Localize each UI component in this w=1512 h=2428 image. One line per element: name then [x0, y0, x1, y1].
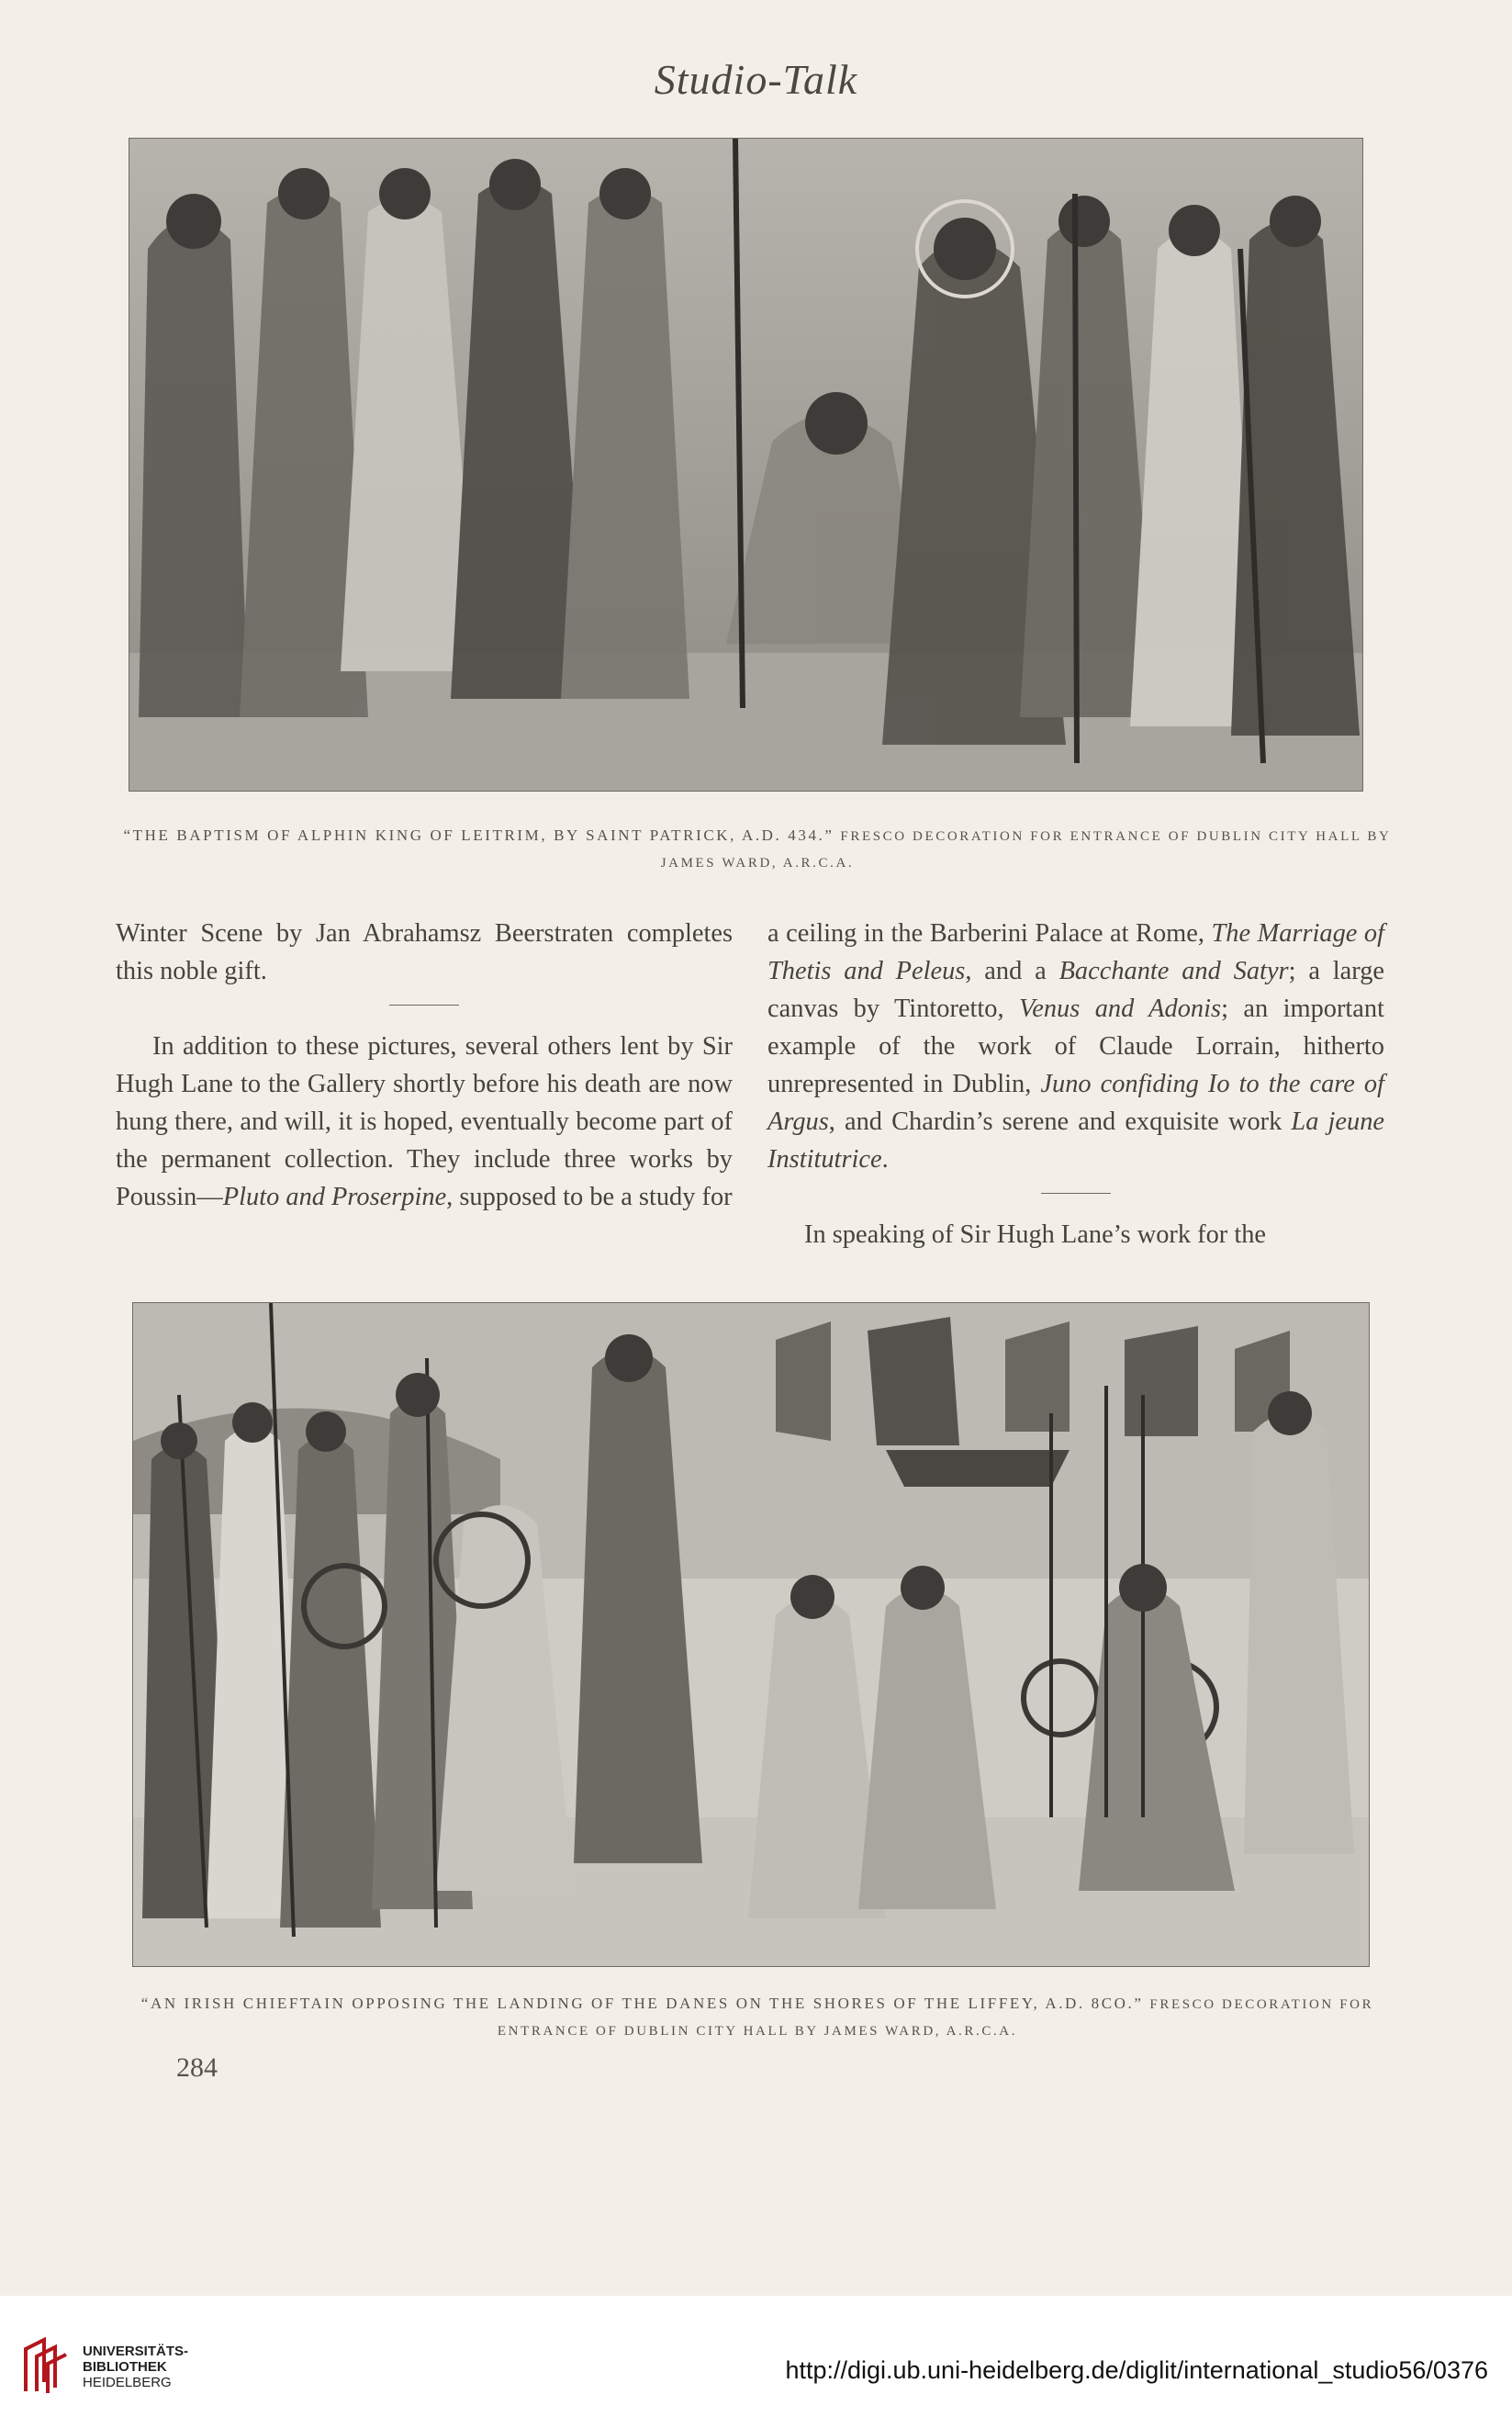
paragraph-text: .	[881, 1145, 889, 1174]
fresco-image-baptism	[129, 138, 1363, 792]
artwork-title: Venus and Adonis	[1019, 995, 1222, 1023]
library-logo-icon	[18, 2336, 70, 2395]
caption-credit: FRESCO DECORATION FOR ENTRANCE OF DUBLIN CITY HALL BY JAMES WARD, A.R.C.A.	[660, 829, 1392, 871]
paragraph-text: , and Chardin’s serene and exquisite work	[828, 1107, 1292, 1136]
paragraph-text: , supposed to be a study for	[446, 1183, 733, 1211]
page-number: 284	[176, 2052, 218, 2083]
artwork-title: La jeune Institutrice	[767, 1107, 1384, 1174]
paragraph-text: , and a	[965, 957, 1059, 985]
figure-caption-bottom	[119, 1991, 1395, 2044]
library-footer	[0, 2296, 1512, 2428]
paragraph-text: ; an important example of the work of Claude Lorrain, hitherto unrepresented in Dublin,	[767, 995, 1384, 1098]
fresco-image-danes	[132, 1302, 1370, 1967]
page-title: Studio-Talk	[654, 56, 858, 103]
caption-title: “AN IRISH CHIEFTAIN OPPOSING THE LANDING OF THE DANES ON THE SHORES OF THE LIFFEY, A.D. 8CO.”	[140, 1995, 1144, 2012]
section-divider	[1041, 1193, 1111, 1194]
artwork-title: The Marriage of Thetis and Peleus	[767, 919, 1384, 985]
artwork-title: Pluto and Proserpine	[222, 1183, 447, 1211]
fresco-illustration	[133, 1303, 1369, 1966]
library-name	[83, 2344, 188, 2390]
text-column-right	[767, 915, 1384, 1253]
library-name-line: BIBLIOTHEK	[83, 2359, 167, 2375]
section-divider	[389, 1005, 459, 1006]
paragraph: In speaking of Sir Hugh Lane’s work for the	[804, 1220, 1267, 1249]
caption-title: “THE BAPTISM OF ALPHIN KING OF LEITRIM, BY SAINT PATRICK, A.D. 434.”	[123, 826, 834, 844]
text-column-left	[116, 915, 733, 1216]
figure-caption-top	[119, 823, 1395, 876]
source-url-link[interactable]: http://digi.ub.uni-heidelberg.de/diglit/international_studio56/0376	[785, 2356, 1488, 2384]
caption-credit: FRESCO DECORATION FOR ENTRANCE OF DUBLIN CITY HALL BY JAMES WARD, A.R.C.A.	[497, 1997, 1374, 2039]
paragraph-text: In addition to these pictures, several others lent by Sir Hugh Lane to the Gallery shortly before his death are now hung there, and will, it is hoped, eventually become part of the permanent collection. They include three works by Poussin—	[116, 1032, 733, 1211]
paragraph	[767, 915, 1384, 1178]
library-name-line: UNIVERSITÄTS-	[83, 2344, 189, 2359]
paragraph-text: a ceiling in the Barberini Palace at Rome,	[767, 919, 1212, 948]
library-name-line: HEIDELBERG	[83, 2375, 172, 2390]
paragraph: Winter Scene by Jan Abrahamsz Beerstraten completes this noble gift.	[116, 919, 733, 985]
fresco-illustration	[129, 139, 1362, 791]
artwork-title: Juno confiding Io to the care of Argus	[767, 1070, 1384, 1136]
paragraph-text: ; a large canvas by Tintoretto,	[767, 957, 1384, 1023]
artwork-title: Bacchante and Satyr	[1058, 957, 1289, 985]
paragraph	[116, 1028, 733, 1216]
